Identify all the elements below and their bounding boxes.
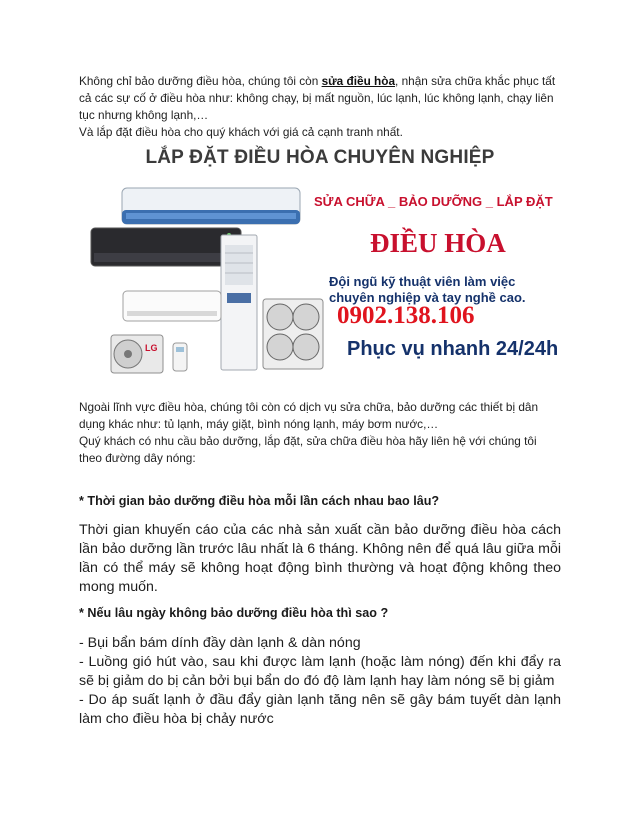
intro-text-pre: Không chỉ bảo dưỡng điều hòa, chúng tôi còn [79, 74, 322, 88]
list-item: - Do áp suất lạnh ở đầu đẩy giàn lạnh tăng nên sẽ gây bám tuyết dàn lạnh làm cho điều hòa bị chảy nước [79, 692, 561, 727]
repair-ac-link[interactable]: sửa điều hòa [321, 74, 396, 88]
intro-text-post: , nhận sửa chữa khắc phục tất cả các sự cố ở điều hòa như: không chạy, bị mất nguồn, lúc lạnh, lúc không lạnh, chạy liên tục nhưng không lạnh,… [79, 74, 556, 122]
ad-team-line-2: chuyên nghiệp và tay nghề cao. [329, 290, 526, 305]
ad-team-line-1: Đội ngũ kỹ thuật viên làm việc [329, 274, 516, 289]
wall-unit-white [123, 291, 221, 321]
hotline-paragraph: Quý khách có nhu cầu bảo dưỡng, lắp đặt, sửa chữa điều hòa hãy liên hệ với chúng tôi theo đường dây nóng: [79, 434, 537, 465]
answer-text-1: Thời gian khuyến cáo của các nhà sản xuất cần bảo dưỡng điều hòa cách lần bảo dưỡng lần trước lâu nhất là 6 tháng. Không nên để quá lâu giữa mỗi lần có thể máy sẽ không hoạt động bình thường và hoạt động không theo mong muốn. [79, 522, 561, 595]
list-item: - Bụi bẩn bám dính đầy dàn lạnh & dàn nóng [79, 635, 361, 651]
ad-services-line: SỬA CHỮA _ BẢO DƯỠNG _ LẮP ĐẶT [314, 194, 553, 209]
outdoor-unit-lg [111, 335, 163, 373]
floor-unit [221, 235, 257, 370]
ad-service-hours: Phục vụ nhanh 24/24h [347, 338, 559, 360]
question-heading-2: * Nếu lâu ngày không bảo dưỡng điều hòa thì sao ? [79, 606, 389, 620]
list-item: - Luồng gió hút vào, sau khi được làm lạnh (hoặc làm nóng) đến khi đẩy ra sẽ bị giảm do bị cản bởi bụi bẩn do đó độ làm lạnh hay làm nóng sẽ bị giảm [79, 654, 561, 689]
ad-title: LẮP ĐẶT ĐIỀU HÒA CHUYÊN NGHIỆP [145, 147, 495, 168]
lg-logo: LG [145, 343, 158, 353]
intro-section [79, 73, 561, 141]
intro-install-line: Và lắp đặt điều hòa cho quý khách với giá cả cạnh tranh nhất. [79, 125, 403, 139]
air-conditioner-illustration [79, 183, 329, 378]
remote-control [173, 343, 187, 371]
intro-paragraph [79, 73, 561, 124]
other-services-section [79, 399, 561, 467]
ad-headline: ĐIỀU HÒA [370, 228, 506, 258]
other-services-paragraph: Ngoài lĩnh vực điều hòa, chúng tôi còn có dịch vụ sửa chữa, bảo dưỡng các thiết bị dân dụng khác như: tủ lạnh, máy giặt, bình nóng lạnh, máy bơm nước,… [79, 400, 539, 431]
wall-unit-dark [91, 228, 241, 266]
ad-banner [79, 183, 561, 378]
outdoor-unit-large [263, 299, 323, 369]
ad-phone-number: 0902.138.106 [337, 302, 475, 329]
wall-unit-large [122, 188, 300, 224]
answer-paragraph-1 [79, 521, 561, 597]
question-heading-1: * Thời gian bảo dưỡng điều hòa mỗi lần cách nhau bao lâu? [79, 494, 440, 508]
answer-list-2 [79, 634, 561, 729]
